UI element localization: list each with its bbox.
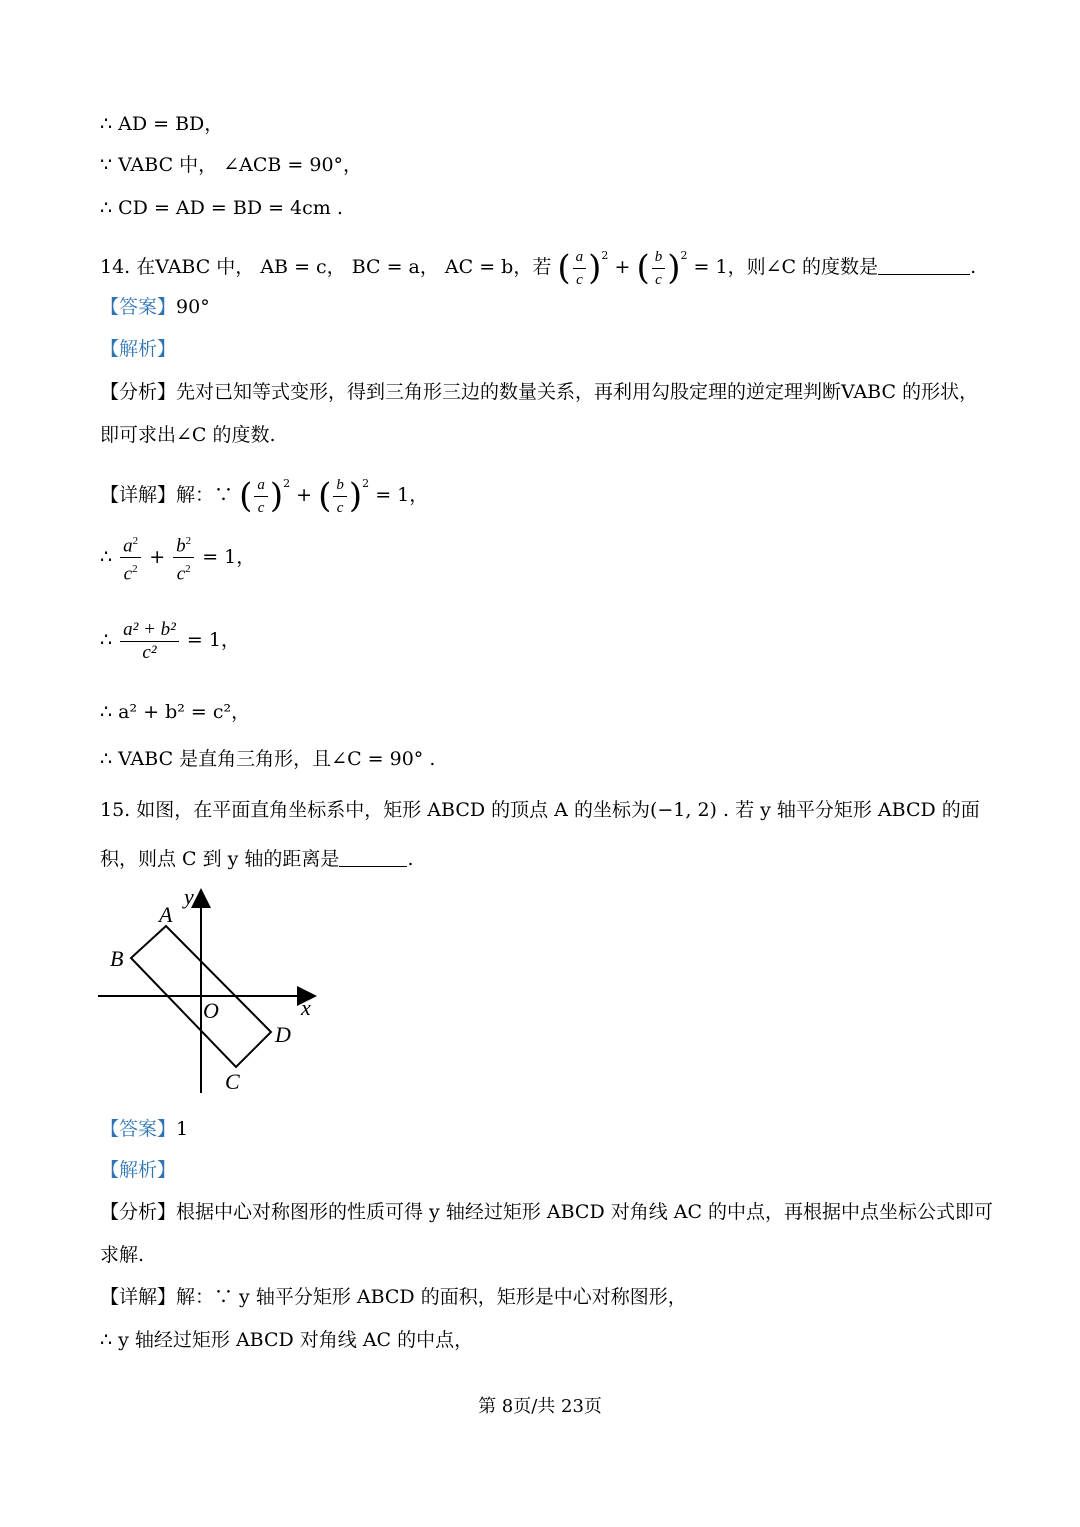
fenxi-15: 【分析】根据中心对称图形的性质可得 y 轴经过矩形 ABCD 对角线 AC 的中点，再根据中点坐标公式即可 bbox=[100, 1201, 994, 1223]
answer-blank bbox=[878, 256, 970, 275]
label-a: A bbox=[159, 902, 173, 927]
step-2: ∴ $\frac{\text{a² + b²}}{\text{c²}}$ = 1， bbox=[100, 618, 240, 663]
question-14: 14. 在VABC 中， AB = c， BC = a， AC = b，若 ( $\frac{a}{c}$ )$^2$ + ( $\frac{b}{c}$ )$^2$ = 1，则∠C 的度数是 . bbox=[100, 232, 976, 292]
step-1: ∴ $\frac{a^2}{c^2}$ + $\frac{b^2}{c^2}$ = 1， bbox=[100, 530, 255, 586]
label-d: D bbox=[275, 1022, 291, 1047]
answer-15: 【答案】1 bbox=[100, 1118, 189, 1140]
step-3: ∴ a² + b² = c²， bbox=[100, 701, 251, 723]
fenxi-15-cont: 求解. bbox=[100, 1244, 145, 1266]
answer-value: 90° bbox=[176, 296, 210, 318]
label-c: C bbox=[225, 1069, 240, 1094]
proof-line-3: ∴ CD = AD = BD = 4cm . bbox=[100, 197, 343, 219]
question-15: 15. 如图，在平面直角坐标系中，矩形 ABCD 的顶点 A 的坐标为(−1, 2) . 若 y 轴平分矩形 ABCD 的面 bbox=[100, 799, 980, 821]
detail-14: 【详解】解：∵ ( $\frac{a}{c}$ )$^2$ + ( $\frac{b}{c}$ )$^2$ = 1， bbox=[100, 460, 428, 520]
analysis-tag-15: 【解析】 bbox=[100, 1159, 177, 1181]
step-4: ∴ VABC 是直角三角形，且∠C = 90° . bbox=[100, 748, 436, 770]
label-o: O bbox=[203, 998, 219, 1023]
proof-line-2: ∵ VABC 中， ∠ACB = 90°， bbox=[100, 154, 363, 176]
answer-14 bbox=[100, 294, 210, 320]
proof-line-1: ∴ AD = BD， bbox=[100, 113, 224, 135]
detail-15: 【详解】解：∵ y 轴平分矩形 ABCD 的面积，矩形是中心对称图形， bbox=[100, 1286, 687, 1308]
answer-tag: 【答案】 bbox=[100, 296, 177, 318]
detail-15-cont: ∴ y 轴经过矩形 ABCD 对角线 AC 的中点， bbox=[100, 1329, 474, 1351]
question-15-cont: 积，则点 C 到 y 轴的距离是 . bbox=[100, 848, 414, 870]
fenxi-14-cont: 即可求出∠C 的度数. bbox=[100, 424, 276, 446]
coordinate-figure bbox=[95, 880, 335, 1100]
q14-prefix: 14. 在VABC 中， AB = c， BC = a， AC = b，若 bbox=[100, 256, 552, 278]
answer-blank bbox=[339, 848, 407, 867]
label-x: x bbox=[301, 995, 311, 1020]
page-footer: 第 8页/共 23页 bbox=[478, 1396, 602, 1417]
label-y: y bbox=[184, 884, 194, 909]
label-b: B bbox=[110, 946, 124, 971]
analysis-tag-14: 【解析】 bbox=[100, 338, 177, 360]
q14-suffix: = 1，则∠C 的度数是 bbox=[693, 256, 879, 278]
fenxi-14: 【分析】先对已知等式变形，得到三角形三边的数量关系，再利用勾股定理的逆定理判断VABC 的形状， bbox=[100, 381, 979, 403]
